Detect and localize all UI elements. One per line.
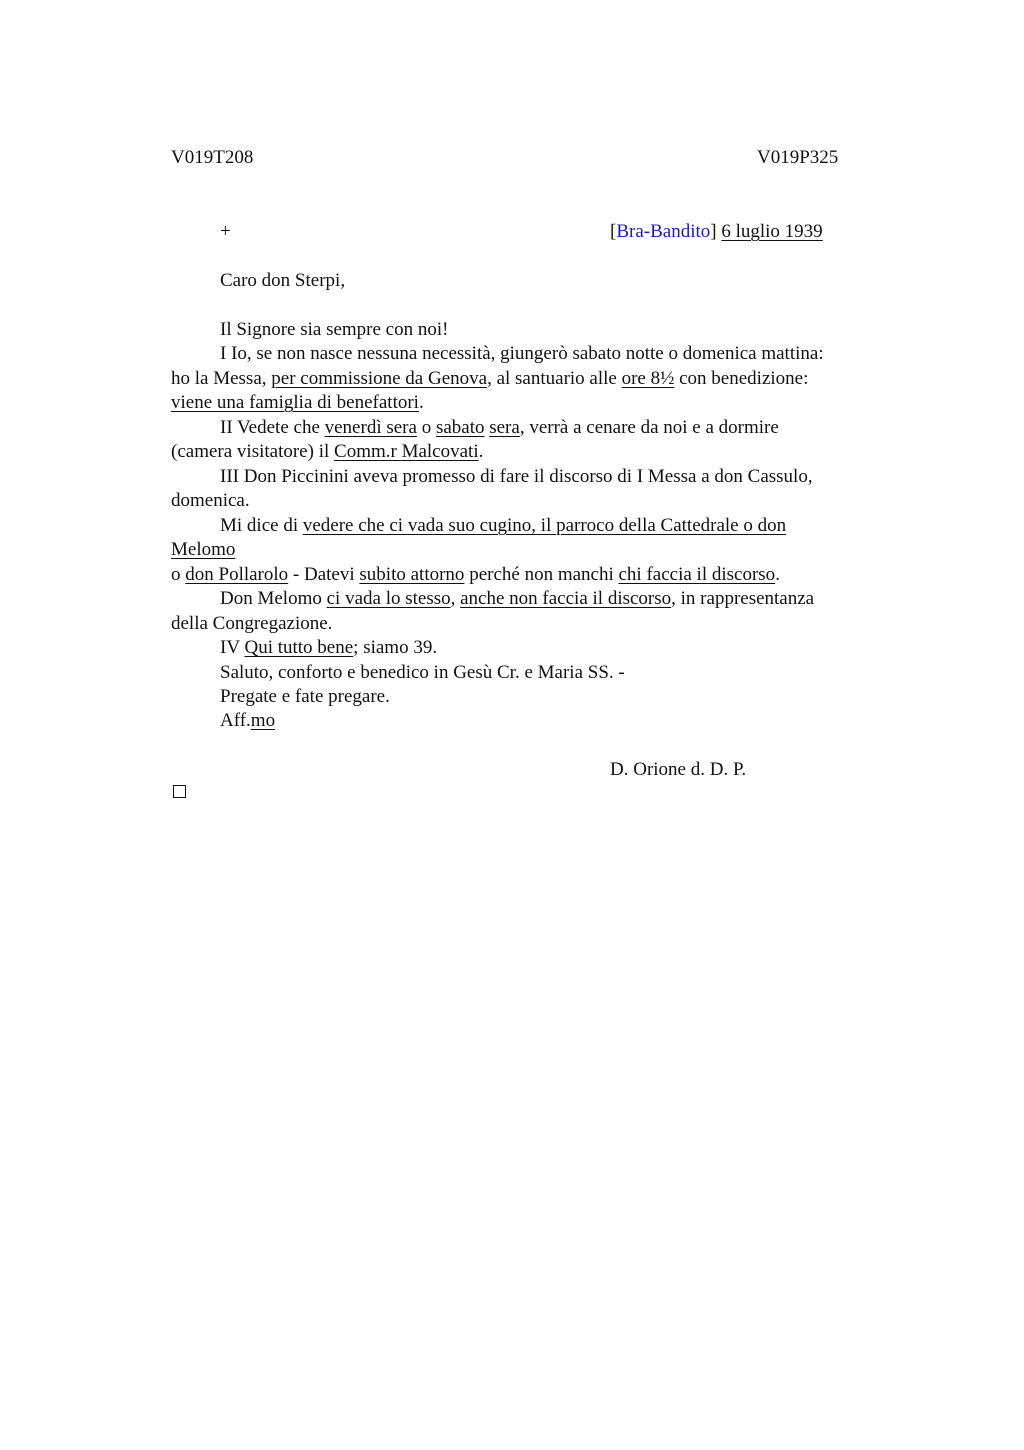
place-bracket-close: ]: [710, 221, 717, 242]
paragraph-1-line-3: [171, 391, 424, 415]
text-span: , verrà a cenare da noi e a dormire: [519, 417, 779, 438]
underlined-text: subito attorno: [359, 564, 465, 585]
paragraph-4-line-3: [171, 563, 780, 587]
paragraph-4-line-1: [220, 514, 786, 538]
paragraph-2-line-2: [171, 440, 483, 464]
text-span: ; siamo 39.: [353, 637, 438, 658]
text-span: Aff.: [220, 710, 251, 731]
paragraph-5-line-2: della Congregazione.: [171, 613, 333, 634]
opening-blessing: Il Signore sia sempre con noi!: [220, 319, 449, 340]
underlined-text: viene una famiglia di benefattori: [171, 392, 419, 413]
text-span: - Datevi: [288, 564, 360, 585]
closing-request: Pregate e fate pregare.: [220, 686, 390, 707]
paragraph-5-line-1: [220, 587, 814, 611]
place-date: [610, 220, 823, 244]
document-code-left: V019T208: [171, 147, 254, 168]
document-code-right: V019P325: [757, 147, 839, 168]
paragraph-2-line-1: [220, 416, 779, 440]
signature: D. Orione d. D. P.: [610, 759, 747, 780]
underlined-text: don Pollarolo: [185, 564, 289, 585]
underlined-text: mo: [250, 710, 276, 731]
underlined-text: ci vada lo stesso: [326, 588, 451, 609]
text-span: o: [171, 564, 186, 585]
place-bracket-open: [: [610, 221, 617, 242]
paragraph-1-line-1: I Io, se non nasce nessuna necessità, giungerò sabato notte o domenica mattina:: [220, 343, 824, 364]
text-span: II Vedete che: [220, 417, 325, 438]
text-span: .: [775, 564, 780, 585]
underlined-text: chi faccia il discorso: [618, 564, 776, 585]
underlined-text: anche non faccia il discorso: [460, 588, 672, 609]
paragraph-3-line-2: domenica.: [171, 490, 250, 511]
paragraph-6-line-1: [220, 636, 437, 660]
salutation: Caro don Sterpi,: [220, 270, 346, 291]
closing-greeting: Saluto, conforto e benedico in Gesù Cr. e Maria SS. -: [220, 662, 625, 683]
text-span: con benedizione:: [674, 368, 809, 389]
underlined-text: sera: [489, 417, 520, 438]
underlined-text: Comm.r Malcovati: [334, 441, 479, 462]
paragraph-4-line-2: [171, 538, 235, 562]
text-span: .: [418, 392, 424, 413]
text-span: IV: [220, 637, 245, 658]
text-span: Don Melomo: [220, 588, 327, 609]
underlined-text: venerdì sera: [324, 417, 417, 438]
text-span: o: [416, 417, 436, 438]
letter-date: 6 luglio 1939: [721, 221, 823, 242]
place-name: Bra-Bandito: [616, 221, 711, 242]
text-span: , al santuario alle: [487, 368, 622, 389]
text-span: ,: [450, 588, 461, 609]
underlined-text: Melomo: [171, 539, 236, 560]
closing-affectionate: [220, 709, 275, 733]
underlined-text: Qui tutto bene: [244, 637, 354, 658]
text-span: , in rappresentanza: [671, 588, 815, 609]
underlined-text: vedere che ci vada suo cugino, il parroco della Cattedrale o don: [302, 515, 787, 536]
underlined-text: per commissione da Genova: [271, 368, 488, 389]
text-span: (camera visitatore) il: [171, 441, 335, 462]
paragraph-1-line-2: [171, 367, 808, 391]
cross-mark: +: [220, 221, 231, 242]
text-span: perché non manchi: [464, 564, 619, 585]
end-box-icon: [173, 785, 186, 798]
text-span: ho la Messa,: [171, 368, 272, 389]
paragraph-3-line-1: III Don Piccinini aveva promesso di fare il discorso di I Messa a don Cassulo,: [220, 466, 813, 487]
underlined-text: ore 8½: [621, 368, 675, 389]
text-span: .: [478, 441, 484, 462]
text-span: Mi dice di: [220, 515, 303, 536]
underlined-text: sabato: [435, 417, 485, 438]
